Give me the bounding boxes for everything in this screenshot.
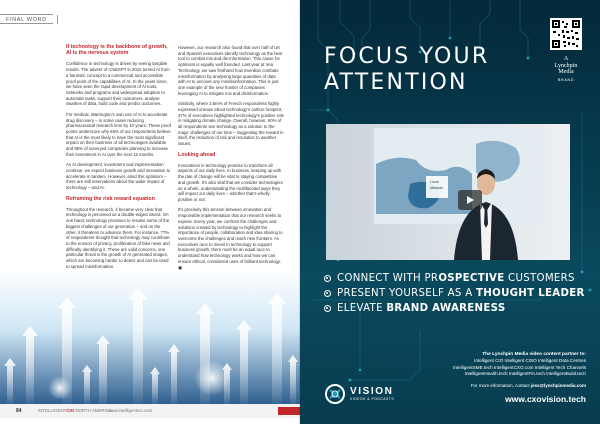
page-number: 84 — [16, 408, 22, 414]
contact-info: For more information, contact jess@lynchpinmedia.com — [470, 383, 586, 388]
article-paragraph: Throughout the research, it became very clear that technology is perceived as a double-edged sword. On one hand, technology promises to resolve some of the biggest challenges of our generation – and on the other, it threatens to advance them. For instance, 77% of respondents thought that technology may contribute to the erosion of privacy, proliferation of fake news and difficulty identifying it. These are valid concerns, one particular threat is the growth of AI generated images, which are becoming harder to detect and can be used to spread misinformation. — [66, 206, 170, 269]
play-icon — [465, 195, 475, 205]
growth-arrows-illustration — [0, 270, 300, 404]
partner-line: IntelligentHealth.tech IntelligentFin.tech IntelligentBuild.tech — [464, 370, 586, 376]
video-scene — [326, 124, 570, 260]
article-paragraph: As AI development, investment and implementation continue, we expect business growth and innovation to accelerate in tandem. However, amid this optimism – there are still reservations about the wider impact of technology – and AI. — [66, 162, 171, 191]
contact-email[interactable]: jess@lynchpinmedia.com — [530, 383, 586, 388]
map-label: Local — [430, 180, 439, 184]
cxo-vision-logo — [324, 383, 394, 405]
publication-name: INTELLIGENTCIO NORTH AMERICA — [38, 408, 112, 413]
article-paragraph: Similarly, where 2.5m% of French respondents highly expressed unease about technology's carbon footprint, 37% of executives highlighted technology's positive role in mitigating climate change. Overall, however, 90% of all respondents see technology as a solution to the major challenges of our time – suggesting the reward in itself, the reduction of risk and resolution to weather issues. — [178, 101, 284, 147]
bullet-circle-icon — [324, 305, 331, 312]
bullet-circle-icon — [324, 290, 331, 297]
section-tag: FINAL WORD — [0, 14, 53, 24]
bullet-circle-icon — [324, 275, 331, 282]
headline-attention: ATTENTION — [324, 70, 468, 95]
map-label: Markets — [430, 186, 443, 190]
benefit-item: PRESENT YOURSELF AS A THOUGHT LEADER — [324, 286, 585, 300]
video-thumbnail[interactable] — [326, 124, 570, 260]
article-paragraph: Innovations in technology promise to transform all aspects of our daily lives. In business, keeping up with the rate of change will be vital to staying competitive and growth. It's also vital that we consider technologies as a whole, understanding the multifaceted ways they will impact our daily lives – whether that’s wholly positive or not. — [178, 162, 283, 202]
play-button[interactable] — [458, 190, 482, 210]
partner-list — [386, 352, 586, 377]
article-paragraph: For medical, Warrington’s own use of AI to accelerate drug discovery – in some cases reducing pharmaceutical research time by 10 years. These proof points underscore why 65% of our respondents believe that AI is the most likely to have the most significant impact on their business of all technologies available and 85% of surveyed companies planning to increase their investment in AI over the next 12 months. — [66, 111, 172, 157]
publication-url[interactable]: www.intelligentcio.com — [108, 408, 153, 413]
qr-code-icon — [552, 20, 580, 48]
benefit-item: CONNECT WITH PROSPECTIVE CUSTOMERS — [324, 271, 585, 285]
benefit-list — [324, 271, 585, 316]
benefit-item: ELEVATE BRAND AWARENESS — [324, 301, 585, 315]
qr-code[interactable] — [550, 18, 582, 50]
partner-line: Intelligent CIO Intelligent CISO Intelligent Data Centres — [474, 358, 586, 364]
article-column-1 — [66, 44, 172, 274]
article-subheading: Reframing the risk reward equation — [66, 195, 155, 202]
partner-line: IntelligentSME.tech IntelligentCXO.com Intelligent Tech Channels — [453, 364, 586, 370]
vision-tagline: VIDEOS & PODCASTS — [350, 397, 395, 401]
article-subheading: Looking ahead — [178, 151, 216, 158]
article-heading: If technology is the backbone of growth, AI is the nervous system — [66, 44, 168, 57]
partner-heading: The Lynchpin Media video content partner to: — [482, 352, 586, 357]
article-column-2 — [178, 45, 284, 275]
advert-page — [300, 0, 600, 424]
article-paragraph: However, our research also found that over half of UK and Spanish executives identify technology as the best tool to combat mis and dis-information. This cause for optimism is equally well founded. Last year at Vea Technology, we saw firsthand how Everdian combats misinformation by analysing large quantities of data with AI to uncover any mis/disinformation. This is just one example of the new frontier of companies leveraging AI to mitigate mis and disinformation. — [178, 45, 283, 96]
vision-wordmark: VISION — [350, 386, 394, 397]
article-paragraph: Confidence in technology is driven by seeing tangible results. The advent of ChatGPT in 2022 turned AI from a futuristic concept to a commercial and accessible proof point of the capabilities of AI. In the years since, we have seen the rapid development of AI tools, networks and programs and widespread adoption to automate tasks, support their customers, analyse swathes of data, build code and predict outcomes. — [66, 61, 170, 107]
article-paragraph: It's precisely this tension between innovation and responsible implementation that our research seeks to expose. Every year, we confront the challenges and solutions created by technology to highlight the importance of people, collaboration and idea sharing to overcome the challenges and reach new frontiers. As executives race to invest in technology to support business growth, there must be an equal race to understand how technology works and how we can ensure ethical, considered uses of brilliant technology. ▣ — [178, 207, 283, 270]
brand-tag: BRAND — [557, 77, 575, 82]
page-footer — [0, 404, 300, 418]
lynchpin-media-brand — [546, 18, 586, 82]
website-link[interactable]: www.cxovision.tech — [505, 394, 586, 404]
lynchpin-media-logo: A Lynchpin Media — [554, 56, 578, 75]
headline-focus: FOCUS YOUR — [324, 44, 490, 69]
cxo-vision-icon — [324, 383, 346, 405]
footer-accent-bar — [278, 407, 300, 415]
